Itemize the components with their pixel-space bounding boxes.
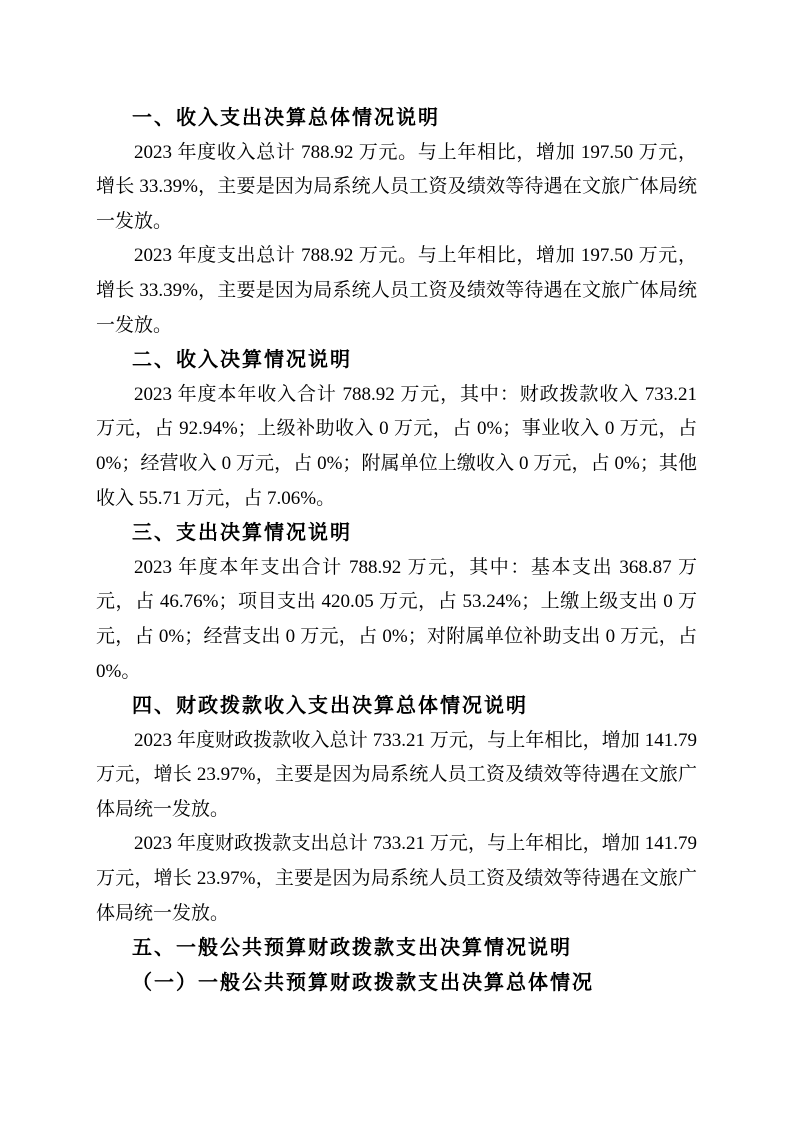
- section-4-paragraph-fiscal-income: 2023 年度财政拨款收入总计 733.21 万元，与上年相比，增加 141.79 万元，增长 23.97%，主要是因为局系统人员工资及绩效等待遇在文旅广体局统一发放。: [96, 729, 697, 820]
- section-1-heading: 一、收入支出决算总体情况说明: [132, 107, 440, 129]
- section-3-paragraph-expenditure-detail: 2023 年度本年支出合计 788.92 万元，其中：基本支出 368.87 万元，占 46.76%；项目支出 420.05 万元，占 53.24%；上缴上级支出 0 万元，占 0%；经营支出 0 万元，占 0%；对附属单位补助支出 0 万元，占 0%。: [96, 556, 697, 682]
- section-5-heading: 五、一般公共预算财政拨款支出决算情况说明: [132, 937, 572, 960]
- document-content: [96, 101, 697, 1000]
- section-4-paragraph-fiscal-expenditure: 2023 年度财政拨款支出总计 733.21 万元，与上年相比，增加 141.79 万元，增长 23.97%，主要是因为局系统人员工资及绩效等待遇在文旅广体局统一发放。: [96, 833, 697, 924]
- section-1-paragraph-expenditure: 2023 年度支出总计 788.92 万元。与上年相比，增加 197.50 万元，增长 33.39%，主要是因为局系统人员工资及绩效等待遇在文旅广体局统一发放。: [96, 245, 697, 336]
- section-3-heading: 三、支出决算情况说明: [132, 522, 352, 545]
- section-5-subheading-1: （一）一般公共预算财政拨款支出决算总体情况: [132, 971, 594, 994]
- section-2-paragraph-income-detail: 2023 年度本年收入合计 788.92 万元，其中：财政拨款收入 733.21 万元，占 92.94%；上级补助收入 0 万元，占 0%；事业收入 0 万元，占 0%；经营收入 0 万元，占 0%；附属单位上缴收入 0 万元，占 0%；其他收入 55.71 万元，占 7.06%。: [96, 383, 697, 509]
- section-2-heading: 二、收入决算情况说明: [132, 349, 352, 372]
- section-4-heading: 四、财政拨款收入支出决算总体情况说明: [132, 695, 528, 718]
- section-1-paragraph-income: 2023 年度收入总计 788.92 万元。与上年相比，增加 197.50 万元，增长 33.39%，主要是因为局系统人员工资及绩效等待遇在文旅广体局统一发放。: [96, 141, 697, 232]
